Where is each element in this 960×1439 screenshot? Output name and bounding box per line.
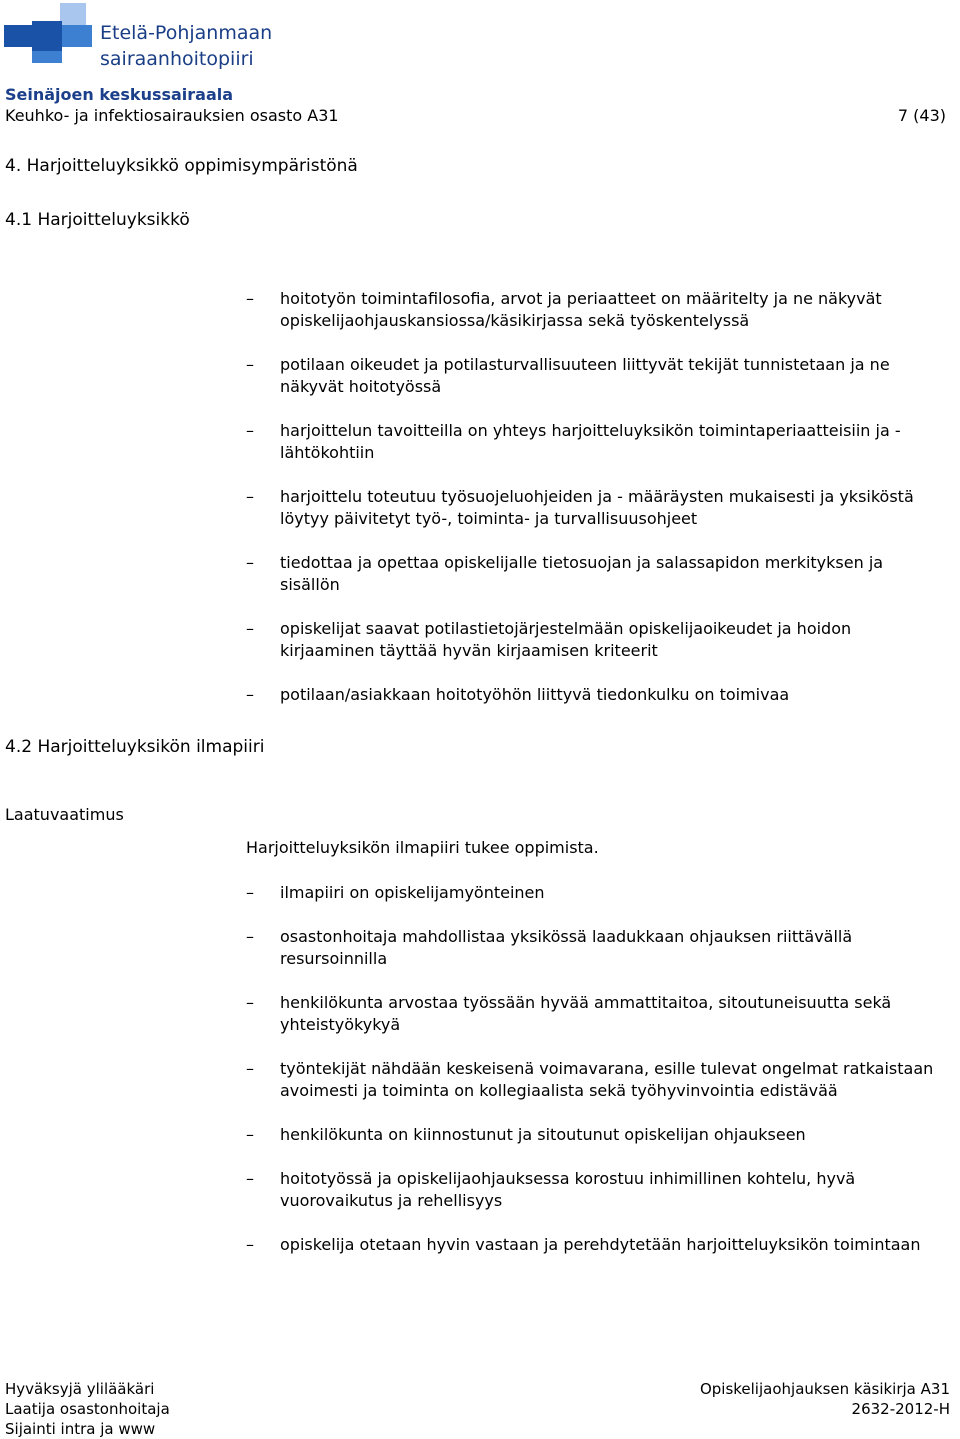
list-item: – henkilökunta on kiinnostunut ja sitoutunut opiskelijan ohjaukseen [246, 1125, 806, 1144]
section-4-1-list [246, 288, 946, 728]
logo-line-1: Etelä-Pohjanmaan [100, 22, 273, 44]
list-item: – työntekijät nähdään keskeisenä voimavarana, esille tulevat ongelmat ratkaistaan avoimesti ja toiminta on kollegiaalista sekä työhyvinvointia edistävää [246, 1059, 934, 1100]
dash-bullet: – [246, 993, 254, 1012]
list-item: – harjoittelu toteutuu työsuojeluohjeiden ja - määräysten mukaisesti ja yksiköstä löytyy päivitetyt työ-, toiminta- ja turvallisuusohjeet [246, 487, 914, 528]
dash-bullet: – [246, 619, 254, 638]
logo-text [100, 20, 272, 72]
dash-bullet: – [246, 927, 254, 946]
list-item: – ilmapiiri on opiskelijamyönteinen [246, 883, 545, 902]
footer-approver: Hyväksyjä ylilääkäri [5, 1380, 155, 1398]
section-4-1-heading: 4.1 Harjoitteluyksikkö [5, 210, 190, 230]
section-4-heading: 4. Harjoitteluyksikkö oppimisympäristönä [5, 156, 358, 176]
list-item: – potilaan/asiakkaan hoitotyöhön liittyvä tiedonkulku on toimivaa [246, 685, 790, 704]
dash-bullet: – [246, 1059, 254, 1078]
quality-requirement-label: Laatuvaatimus [5, 805, 124, 824]
footer-document-code: 2632-2012-H [851, 1400, 950, 1418]
dash-bullet: – [246, 487, 254, 506]
list-item: – henkilökunta arvostaa työssään hyvää ammattitaitoa, sitoutuneisuutta sekä yhteistyökykyä [246, 993, 892, 1034]
footer-right [700, 1379, 950, 1419]
header-organization: Seinäjoen keskussairaala [5, 85, 234, 104]
list-item: – potilaan oikeudet ja potilasturvallisuuteen liittyvät tekijät tunnistetaan ja ne näkyvät hoitotyössä [246, 355, 890, 396]
list-item: – harjoittelun tavoitteilla on yhteys harjoitteluyksikön toimintaperiaatteisiin ja - lähtökohtiin [246, 421, 901, 462]
footer-left [5, 1379, 170, 1439]
footer-author: Laatija osastonhoitaja [5, 1400, 170, 1418]
section-4-2-lead: Harjoitteluyksikön ilmapiiri tukee oppimista. [246, 838, 599, 857]
dash-bullet: – [246, 289, 254, 308]
dash-bullet: – [246, 355, 254, 374]
cross-logo-icon [4, 3, 96, 65]
logo-line-2: sairaanhoitopiiri [100, 48, 254, 70]
footer-location: Sijainti intra ja www [5, 1420, 156, 1438]
list-item: – opiskelijat saavat potilastietojärjestelmään opiskelijaoikeudet ja hoidon kirjaaminen täyttää hyvän kirjaamisen kriteerit [246, 619, 852, 660]
dash-bullet: – [246, 1125, 254, 1144]
list-item: – tiedottaa ja opettaa opiskelijalle tietosuojan ja salassapidon merkityksen ja sisällön [246, 553, 884, 594]
dash-bullet: – [246, 883, 254, 902]
dash-bullet: – [246, 685, 254, 704]
dash-bullet: – [246, 553, 254, 572]
section-4-2-heading: 4.2 Harjoitteluyksikön ilmapiiri [5, 737, 265, 757]
list-item: – hoitotyössä ja opiskelijaohjauksessa korostuu inhimillinen kohtelu, hyvä vuorovaikutus ja rehellisyys [246, 1169, 856, 1210]
dash-bullet: – [246, 1169, 254, 1188]
list-item: – hoitotyön toimintafilosofia, arvot ja periaatteet on määritelty ja ne näkyvät opiskelijaohjauskansiossa/käsikirjassa sekä työskentelyssä [246, 289, 882, 330]
header-department: Keuhko- ja infektiosairauksien osasto A31 [5, 106, 339, 125]
dash-bullet: – [246, 421, 254, 440]
list-item: – opiskelija otetaan hyvin vastaan ja perehdytetään harjoitteluyksikön toimintaan [246, 1235, 921, 1254]
page-number: 7 (43) [897, 106, 946, 125]
footer-document-name: Opiskelijaohjauksen käsikirja A31 [699, 1380, 950, 1398]
list-item: – osastonhoitaja mahdollistaa yksikössä laadukkaan ohjauksen riittävällä resursoinnilla [246, 927, 853, 968]
logo [0, 0, 300, 70]
section-4-2-list [246, 882, 946, 1278]
dash-bullet: – [246, 1235, 254, 1254]
